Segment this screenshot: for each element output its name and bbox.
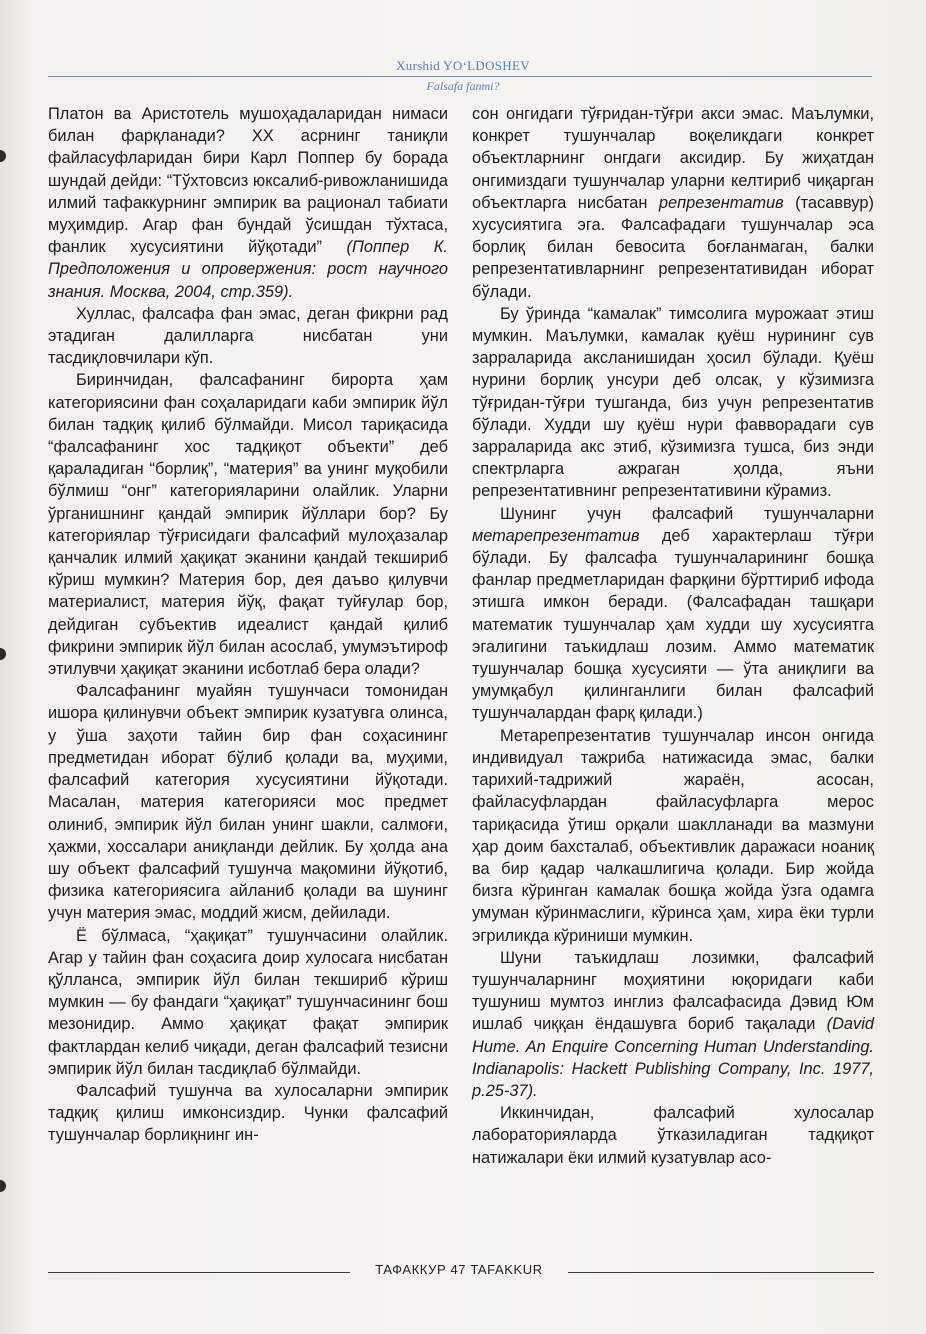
paragraph: Иккинчидан, фалсафий хулосалар лабораторияларда ўтказиладиган тадқиқот натижалари ёки илмий кузатувлар асо-	[472, 1104, 874, 1167]
right-column	[472, 103, 874, 1169]
paragraph: Хуллас, фалсафа фан эмас, деган фикрни рад этадиган далилларга нисбатан уни тасдиқловчилари кўп.	[48, 304, 448, 368]
header-subtitle: Falsafa fanmi?	[426, 79, 500, 93]
emphasis-term: репрезентатив	[658, 193, 784, 212]
citation: (David Hume. An Enquire Concerning Human Understanding. Indianapolis: Hackett Publishing Company, Inc. 1977, p.25-37).	[472, 1015, 874, 1100]
paragraph: Шуни таъкидлаш лозимки, фалсафий тушунчаларнинг моҳиятини юқоридаги каби тушуниш мумтоз инглиз фалсафасида Дэвид Юм ишлаб чиққан ёндашувга бориб тақалади (David Hume. An Enquire Concerning Human Understanding. Indianapolis: Hackett Publishing Company, Inc. 1977, p.25-37).	[472, 948, 874, 1100]
footer-rule-right	[568, 1272, 874, 1273]
header-rule	[48, 76, 872, 77]
paragraph: Бу ўринда “камалак” тимсолига мурожаат этиш мумкин. Маълумки, камалак қуёш нурининг сув зарраларида аксланишидан ҳосил бўлади. Қуёш нурини борлиқ унсури деб олсак, у кўзимизга тўғридан-тўғри тушганда, биз учун репрезентатив бўлади. Худди шу қуёш нури фавворадаги сув зарраларида акс этиб, кўзимизга тушса, биз энди спектрларга ажраган ҳолда, яъни репрезентативнинг репрезентативини кўрамиз.	[472, 304, 874, 501]
paragraph: Ё бўлмаса, “ҳақиқат” тушунчасини олайлик. Агар у тайин фан соҳасига доир хулосага нисбатан қўлланса, эмпирик йўл билан текшириб кўриш мумкин — бу фандаги “ҳақиқат” тушунчасининг бош мезонидир. Аммо ҳақиқат фақат эмпирик фактлардан келиб чиқади, деган фалсафий тезисни эмпирик йўл билан тасдиқлаб бўлмайди.	[48, 926, 448, 1078]
footer-label: ТАФАККУР 47 TAFAKKUR	[375, 1262, 543, 1277]
paragraph: Платон ва Аристотель мушоҳадаларидан нимаси билан фарқланади? XX асрнинг таниқли файласуфларидан бири Карл Поппер бу борада шундай дейди: “Тўхтовсиз юксалиб-ривожланишида илмий тафаккурнинг эмпирик ва рационал табиати муҳимдир. Агар фан бундай ўсишдан тўхтаса, фанлик хусусиятини йўқотади” (Поппер К. Предположения и опровержения: рост научного знания. Москва, 2004, стр.359).	[48, 105, 448, 301]
left-column	[48, 103, 448, 1147]
paragraph: сон онгидаги тўғридан-тўғри акси эмас. Маълумки, конкрет тушунчалар воқеликдаги конкрет объектларнинг онгдаги аксидир. Бу жиҳатдан онгимиздаги тушунчалар уларни келтириб чиқарган объектларга нисбатан репрезентатив (тасаввур) хусусиятига эга. Фалсафадаги тушунчалар эса борлиқ билан бевосита боғланмаган, балки репрезентативларнинг репрезентативидан иборат бўлади.	[472, 105, 874, 301]
emphasis-term: метарепрезентатив	[472, 526, 640, 545]
paragraph: Шунинг учун фалсафий тушунчаларни метарепрезентатив деб характерлаш тўғри бўлади. Бу фалсафа тушунчаларининг бошқа фанлар предметларидан фарқини бўрттириб ифода этишга имкон беради. (Фалсафадан ташқари математик тушунчалар ҳам худди шу хусусиятга эгалигини таъкидлаш лозим. Аммо математик тушунчалар бошқа хусусияти — ўта аниқлиги ва умумқабул қилинганлиги билан фалсафий тушунчалардан фарқ қилади.)	[472, 504, 874, 723]
paragraph: Фалсафанинг муайян тушунчаси томонидан ишора қилинувчи объект эмпирик кузатувга олинса, у ўша заҳоти тайин бир фан соҳасининг предметидан иборат бўлиб қолади ва, муҳими, фалсафий категория хусусиятини йўқотади. Масалан, материя категорияси мос предмет олиниб, эмпирик йўл билан унинг шакли, салмоғи, ҳажми, хоссалари аниқланди дейлик. Бу ҳолда ана шу объект фалсафий тушунча мақомини йўқотиб, физика категориясига айланиб қолади ва шунинг учун материя эмас, моддий жисм, дейилади.	[48, 682, 448, 923]
paragraph: Биринчидан, фалсафанинг бирорта ҳам категориясини фан соҳаларидаги каби эмпирик йўл билан тадқиқ қилиб бўлмайди. Мисол тариқасида “фалсафанинг хос тадқиқот объекти” деб қараладиган “борлиқ”, “материя” ва унинг муқобили бўлмиш “онг” категорияларини олайлик. Уларни ўрганишнинг қандай эмпирик йўллари бор? Бу категориялар тўғрисидаги фалсафий мулоҳазалар қанчалик илмий ҳақиқат эканини қандай текшириб кўриш мумкин? Материя бор, дея даъво қилувчи материалист, материя йўқ, фақат туйғулар бор, дейдиган субъектив идеалист қандай қилиб фикрини эмпирик йўл билан асослаб, умумэътироф этилувчи ҳақиқат эканини исботлаб бера олади?	[48, 371, 448, 679]
running-footer	[48, 1262, 874, 1282]
paragraph: Фалсафий тушунча ва хулосаларни эмпирик тадқиқ қилиш имконсиздир. Чунки фалсафий тушунчалар борлиқнинг ин-	[48, 1081, 448, 1145]
header-author: Xurshid YO‘LDOSHEV	[396, 58, 530, 73]
footer-rule-left	[48, 1272, 350, 1273]
citation: (Поппер К. Предположения и опровержения: рост научного знания. Москва, 2004, стр.359).	[48, 238, 448, 301]
paragraph: Метарепрезентатив тушунчалар инсон онгида индивидуал тажриба натижасида эмас, балки тарихий-тадрижий жараён, асосан, файласуфлардан файласуфларга мерос тариқасида ўтиш орқали шаклланади ва мазмуни ҳар доим бахсталаб, объективлик даражаси ноаниқ ва бир қадар чалкашлигича қолади. Бир жойда бизга кўринган камалак бошқа жойда ўзга одамга умуман кўринмаслиги, кўринса ҳам, хира ёки турли эгриликда кўриниши мумкин.	[472, 726, 874, 945]
